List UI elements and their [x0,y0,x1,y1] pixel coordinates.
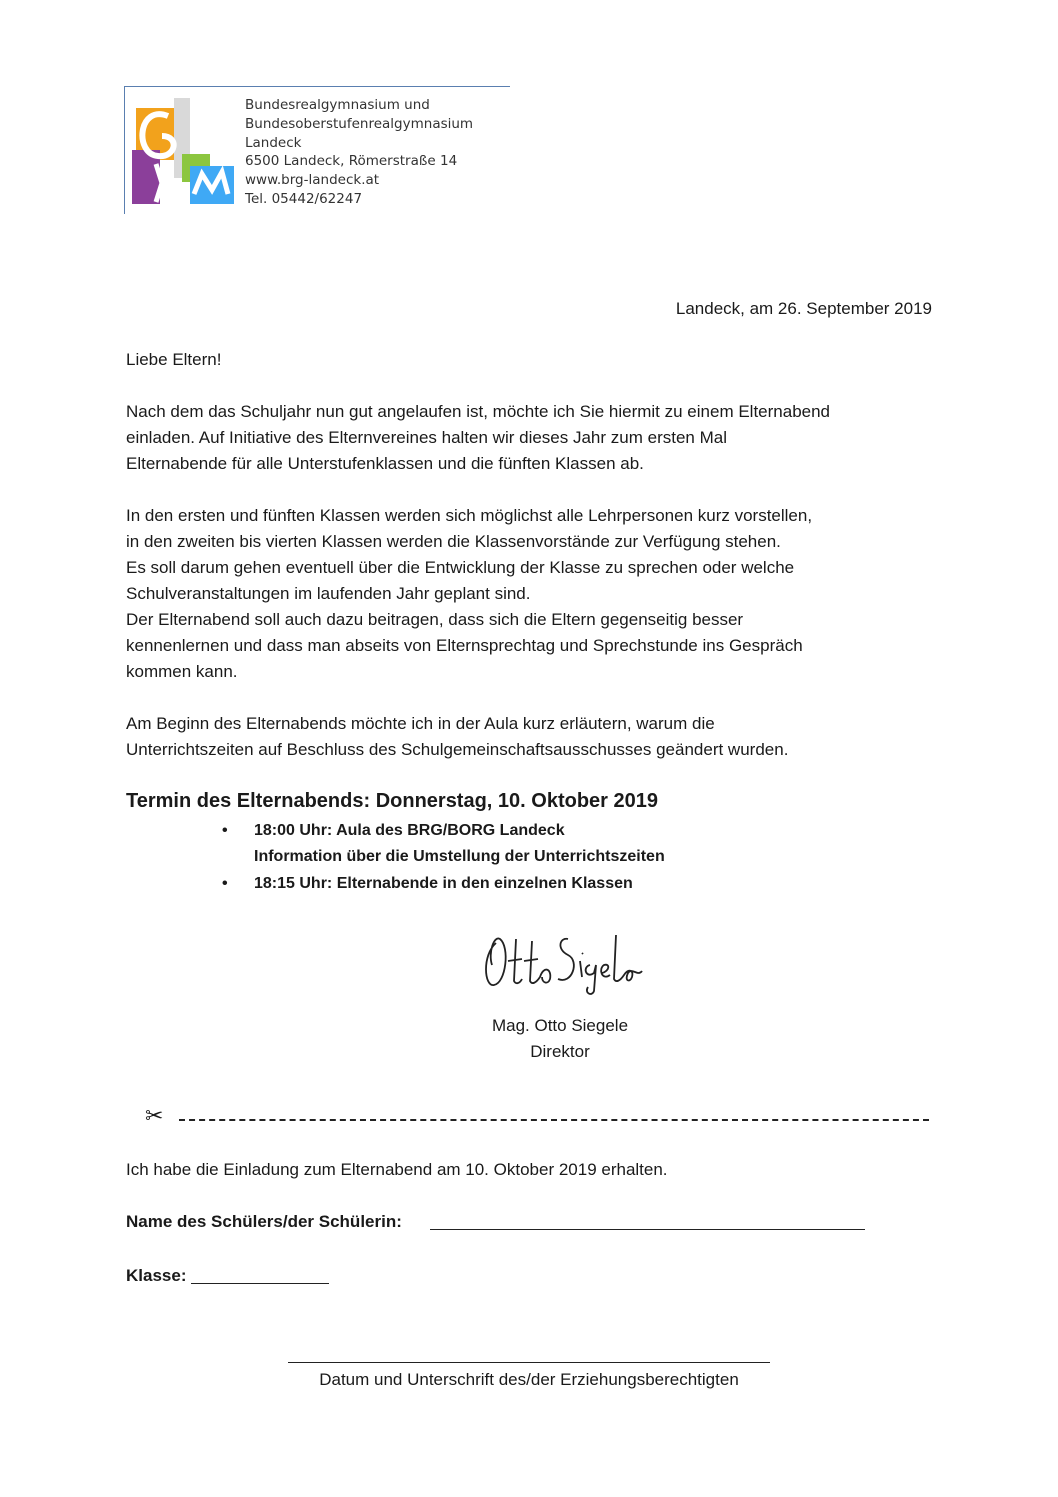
letterhead-border-top [124,86,510,87]
schedule-item-text: 18:15 Uhr: Elternabende in den einzelnen Klassen [254,875,633,892]
school-city: Landeck [245,134,302,151]
student-name-field[interactable] [430,1229,865,1230]
cut-line [145,1103,930,1131]
paragraph-details: In den ersten und fünften Klassen werden sich möglichst alle Lehrpersonen kurz vorstellen, in den zweiten bis vierten Klassen werden die Klassenvorstände zur Verfügung stehen. Es soll darum gehen eventuell über die Entwicklung der Klasse zu sprechen oder welche Schulveranstaltungen im laufenden Jahr geplant sind. Der Elternabend soll auch dazu beitragen, dass sich die Eltern gegenseitig besser kennenlernen und dass man abseits von Elternsprechtag und Sprechstunde ins Gespräch kommen kann. [126,506,813,681]
signature-caption: Datum und Unterschrift des/der Erziehungsberechtigten [319,1370,739,1389]
schedule-item-1800-detail [254,844,665,870]
dashed-divider [179,1119,929,1121]
bullet: • [222,822,228,839]
student-name-label: Name des Schülers/der Schülerin: [126,1212,402,1231]
scissors-icon: ✂ [145,1104,164,1129]
school-info [245,96,473,209]
schedule-item-text: 18:00 Uhr: Aula des BRG/BORG Landeck [254,822,565,839]
school-name-line-1: Bundesrealgymnasium und [245,97,430,113]
schedule-item-detail-text: Information über die Umstellung der Unterrichtszeiten [254,848,665,865]
letterhead-border-left [124,86,125,214]
guardian-signature-field[interactable] [288,1362,770,1363]
school-logo [128,94,238,206]
termin-heading: Termin des Elternabends: Donnerstag, 10. Oktober 2019 [126,790,659,812]
school-name-line-2: Bundesoberstufenrealgymnasium [245,115,474,132]
bullet: • [222,875,228,892]
school-address: 6500 Landeck, Römerstraße 14 [245,153,458,170]
letter-date: Landeck, am 26. September 2019 [675,299,932,318]
paragraph-invitation: Nach dem das Schuljahr nun gut angelaufen ist, möchte ich Sie hiermit zu einem Elternabend einladen. Auf Initiative des Elternvereines halten wir dieses Jahr zum ersten Mal Elternabende für alle Unterstufenklassen und die fünften Klassen ab. [126,402,831,473]
signer-name: Mag. Otto Siegele [491,1016,629,1035]
confirmation-text: Ich habe die Einladung zum Elternabend am 10. Oktober 2019 erhalten. [126,1160,668,1179]
class-field[interactable] [191,1283,329,1284]
class-label: Klasse: [126,1266,187,1285]
salutation: Liebe Eltern! [126,350,222,369]
handwritten-signature [478,925,648,1000]
signer-role: Direktor [530,1042,590,1061]
letterhead [124,86,510,214]
paragraph-aula: Am Beginn des Elternabends möchte ich in der Aula kurz erläutern, warum die Unterrichtszeiten auf Beschluss des Schulgemeinschaftsausschusses geändert wurden. [126,714,789,759]
school-website: www.brg-landeck.at [245,172,380,189]
school-phone: Tel. 05442/62247 [245,190,363,207]
